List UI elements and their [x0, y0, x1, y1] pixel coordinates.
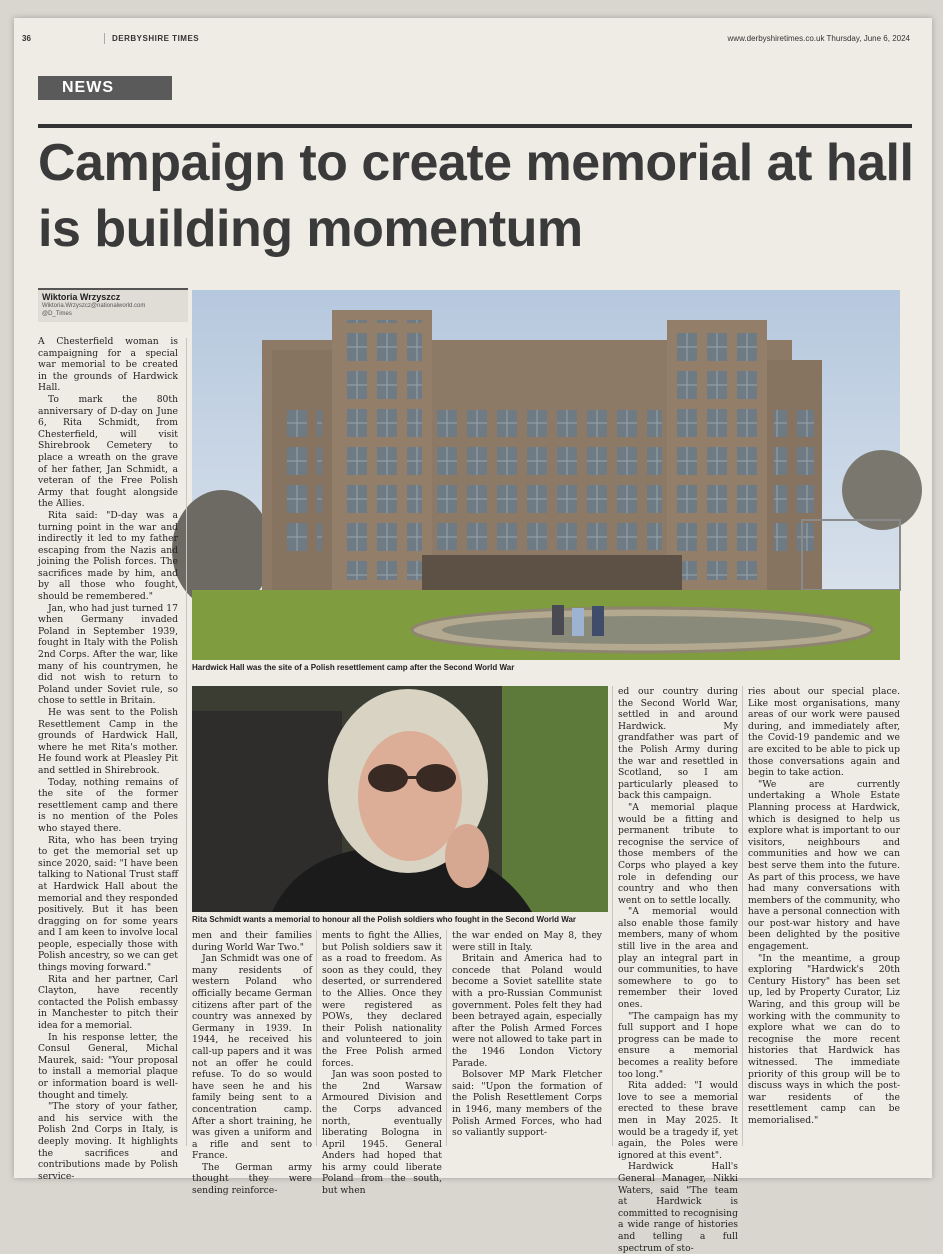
paragraph: ments to fight the Allies, but Polish soldiers saw it as a road to freedom. As soon as they could, they deserted, or surrendered to the Allies. Once they were registered as POWs, they declared their Polish nationality and volunteered to join the Free Polish armed forces. — [322, 930, 442, 1069]
author-email: Wiktoria.Wrzyszcz@nationalworld.com — [42, 303, 146, 309]
paragraph: Today, nothing remains of the site of the former resettlement camp and there is no mention of the Poles who stayed there. — [38, 776, 178, 834]
column-divider — [186, 338, 187, 1146]
paragraph: Rita, who has been trying to get the memorial set up since 2020, said: "I have been talking to National Trust staff at Hardwick Hall about the memorial and they responded positively. But it has been dragging on for some years and I am keen to involve local people, especially those with Polish ancestry, so we can get things moving forward." — [38, 834, 178, 974]
paragraph: Hardwick Hall's General Manager, Nikki Waters, said "The team at Hardwick is committed to recognising a wide range of histories and telling a full spectrum of sto- — [618, 1161, 738, 1254]
article-column-4 — [452, 930, 602, 1148]
article-column-2 — [192, 930, 312, 1197]
column-divider — [316, 930, 317, 1146]
paragraph: "A memorial would also enable those family members, many of whom still live in the area and play an integral part in our communities, to have somewhere to go to remember their loved ones. — [618, 906, 738, 1011]
paragraph: men and their families during World War Two." — [192, 930, 312, 953]
hall-photo-caption: Hardwick Hall was the site of a Polish resettlement camp after the Second World War — [192, 663, 515, 672]
folio — [22, 34, 920, 48]
column-divider — [742, 686, 743, 1146]
publication-name: DERBYSHIRE TIMES — [112, 34, 200, 43]
author-twitter: @D_Times — [42, 311, 72, 317]
paragraph: To mark the 80th anniversary of D-day on June 6, Rita Schmidt, from Chesterfield, will visit Shirebrook Cemetery to place a wreath on the grave of her father, Jan Schmidt, a veteran of the Free Polish Army that fought alongside the Allies. — [38, 393, 178, 510]
article-column-1 — [38, 336, 178, 1182]
article-column-6 — [748, 686, 900, 1148]
author-name: Wiktoria Wrzyszcz — [42, 292, 121, 302]
paragraph: Jan Schmidt was one of many residents of western Poland who officially became German citizens after part of the country was annexed by Germany in 1939. In 1944, he received his call-up papers and it was not an offer he could refuse. To do so would have seen he and his family being sent to a concentration camp. After a short training, he was given a uniform and a rifle and sent to France. — [192, 953, 312, 1162]
paragraph: ed our country during the Second World War, settled in and around Hardwick. My grandfather was part of the Polish Army during the war and resettled in Scotland, so I am particularly pleased to back this campaign. — [618, 686, 738, 802]
newspaper-page — [14, 18, 932, 1254]
column-divider — [612, 686, 613, 1146]
paragraph: Jan, who had just turned 17 when Germany invaded Poland in September 1939, fought in Italy with the Polish 2nd Corps. After the war, like many of his countrymen, he did not wish to return to Poland under Soviet rule, so chose to settle in Britain. — [38, 602, 178, 707]
paragraph: He was sent to the Polish Resettlement Camp in the grounds of Hardwick Hall, where he met Rita's mother. He found work at Pleasley Pit and settled in Shirebrook. — [38, 707, 178, 776]
paragraph: "In the meantime, a group exploring "Hardwick's 20th Century History" has been set up, led by Property Curator, Liz Waring, and this group will be working with the community to explore what we can do to recognise the more recent histories that Hardwick has witnessed. The immediate priority of this group will be to discuss ways in which the post-war residents of the resettlement camp can be memorialised." — [748, 952, 900, 1126]
paragraph: Rita and her partner, Carl Clayton, have recently contacted the Polish embassy in Manchester to pitch their idea for a memorial. — [38, 973, 178, 1032]
headline: Campaign to create memorial at hall is building momentum — [38, 134, 914, 258]
paragraph: A Chesterfield woman is campaigning for a special war memorial to be created in the grounds of Hardwick Hall. — [38, 336, 178, 394]
paragraph: ries about our special place. Like most organisations, many areas of our work were paused during, and immediately after, the Covid-19 pandemic and we are excited to be able to pick up those conversations again and begin to take action. — [748, 686, 900, 779]
folio-divider — [104, 33, 105, 44]
paragraph: In his response letter, the Consul General, Michal Maurek, said: "Your proposal to install a memorial plaque or information board is well-thought and timely. — [38, 1031, 178, 1101]
paragraph: Jan was soon posted to the 2nd Warsaw Armoured Division and the Corps advanced north, eventually liberating Bologna in April 1945. General Anders had hoped that his army could liberate Poland from the south, but when — [322, 1069, 442, 1197]
paragraph: "The story of your father, and his service with the Polish 2nd Corps in Italy, is deeply moving. It highlights the sacrifices and contributions made by Polish service- — [38, 1101, 178, 1182]
paragraph: "A memorial plaque would be a fitting and permanent tribute to recognise the service of those members of the Corps who played a key role in defending our country and who then went on to settle locally. — [618, 801, 738, 906]
article-column-3 — [322, 930, 442, 1197]
website-date: www.derbyshiretimes.co.uk Thursday, June 6, 2024 — [727, 34, 910, 43]
rita-schmidt-photo — [192, 686, 608, 912]
headline-rule — [38, 124, 912, 128]
paragraph: "The campaign has my full support and I hope progress can be made to ensure a memorial becomes a reality before too long." — [618, 1010, 738, 1080]
paragraph: The German army thought they were sending reinforce- — [192, 1161, 312, 1197]
hardwick-hall-photo — [192, 290, 900, 660]
article-column-5 — [618, 686, 738, 1254]
section-label: NEWS — [38, 76, 172, 100]
rita-photo-caption: Rita Schmidt wants a memorial to honour all the Polish soldiers who fought in the Second World War — [192, 915, 577, 924]
paragraph: the war ended on May 8, they were still in Italy. — [452, 930, 602, 953]
paragraph: Rita said: "D-day was a turning point in the war and indirectly it led to my father escaping from the Nazis and joining the Polish forces. The sacrifices made by him, and by all those who fought, should be remembered." — [38, 509, 178, 603]
paragraph: Britain and America had to concede that Poland would become a Soviet satellite state with a pro-Russian Communist government. Poles felt they had been betrayed again, especially after the Polish Armed Forces were not allowed to take part in the 1946 London Victory Parade. — [452, 953, 602, 1069]
column-divider — [446, 930, 447, 1146]
byline — [38, 288, 188, 322]
paragraph: Rita added: "I would love to see a memorial erected to these brave men in May 2025. It would be a tragedy if, yet again, the Poles were ignored at this event". — [618, 1080, 738, 1161]
page-number: 36 — [22, 34, 31, 43]
paragraph: Bolsover MP Mark Fletcher said: "Upon the formation of the Polish Resettlement Corps in 1946, many members of the Polish Armed Forces, who had so valiantly support- — [452, 1069, 602, 1139]
paragraph: "We are currently undertaking a Whole Estate Planning process at Hardwick, which is designed to help us explore what is important to our visitors, neighbours and communities and how we can best serve them into the future. As part of this process, we have had many conversations with members of the community, who have a personal connection with our post-war history and have been delighted by the positive engagement. — [748, 778, 900, 953]
